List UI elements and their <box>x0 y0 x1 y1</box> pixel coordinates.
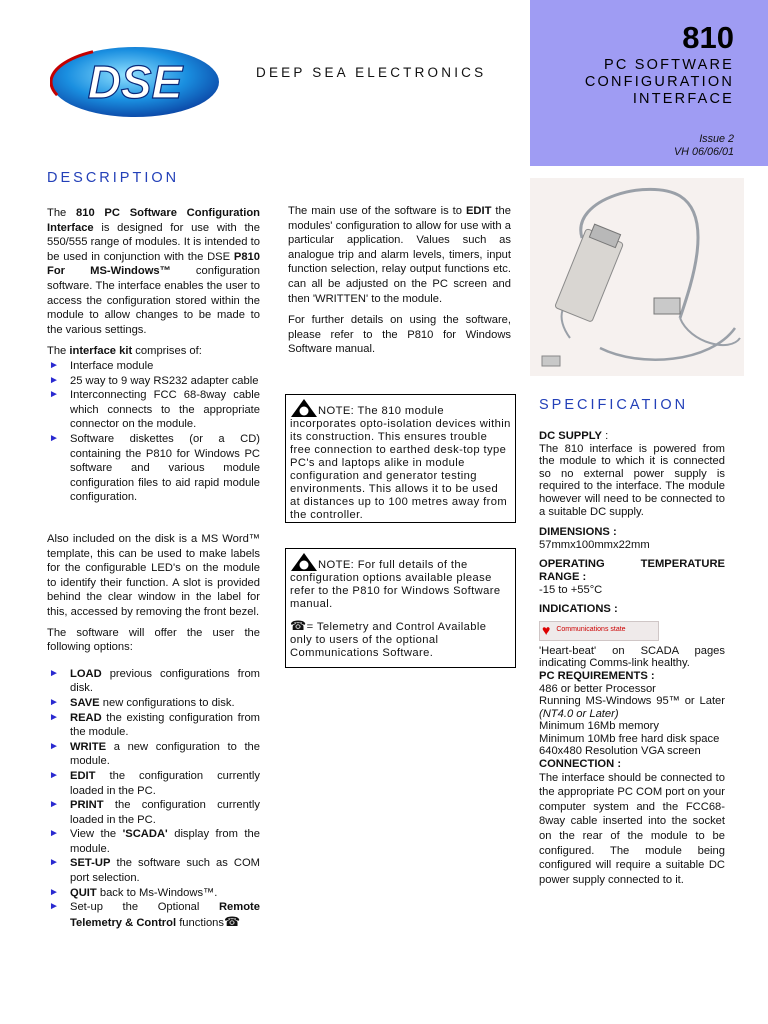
issue-info <box>594 133 734 159</box>
pc-requirement: Running MS-Windows 95™ or Later (NT4.0 or Later) <box>539 695 725 720</box>
logo-text: DSE <box>87 56 183 108</box>
list-item: ► 25 way to 9 way RS232 adapter cable <box>49 374 259 387</box>
kit-list <box>47 359 260 505</box>
interface-cable-image <box>530 178 744 376</box>
bullet-arrow-icon: ► <box>49 799 59 811</box>
comms-state-widget: ♥ Communications state <box>539 621 725 641</box>
indications-text: 'Heart-beat' on SCADA pages indicating Comms-link healthy. <box>539 644 725 670</box>
kit-intro: The interface kit comprises of: <box>47 345 202 358</box>
pc-requirement: 486 or better Processor <box>539 682 656 695</box>
list-item: ► Set-up the Optional Remote Telemetry & Control functions☎ <box>49 901 260 929</box>
bullet-arrow-icon: ► <box>49 667 59 679</box>
pc-requirement: Minimum 16Mb memory <box>539 720 659 733</box>
heart-icon: ♥ <box>542 622 551 639</box>
pc-requirements-label: PC REQUIREMENTS : <box>539 669 655 682</box>
warning-icon <box>290 552 318 572</box>
main-use-paragraph: The main use of the software is to EDIT the modules' configuration to allow for use with a particular application. Values such as analogue trip and alarm levels, timers, input function selection, relay output functions etc. can all be adjusted on the PC screen and then 'WRITTEN' to the module. <box>288 205 511 305</box>
further-details-paragraph: For further details on using the software, please refer to the P810 for Windows Software manual. <box>288 314 511 356</box>
product-title-line: CONFIGURATION <box>584 74 734 90</box>
list-item: ► View the 'SCADA' display from the module. <box>49 828 260 855</box>
dimensions-label: DIMENSIONS : <box>539 526 617 539</box>
options-column <box>47 532 260 930</box>
list-item: ► PRINT the configuration currently loaded in the PC. <box>49 799 260 826</box>
product-photo <box>530 178 744 376</box>
product-number: 810 <box>682 20 734 55</box>
list-item: ► QUIT back to Ms-Windows™. <box>49 886 218 899</box>
dse-logo <box>50 46 220 118</box>
list-item: ► Interface module <box>49 359 154 372</box>
version-date: VH 06/06/01 <box>673 146 734 158</box>
pc-requirement: Minimum 10Mb free hard disk space <box>539 732 720 745</box>
bullet-arrow-icon: ► <box>49 711 59 723</box>
product-title-line: INTERFACE <box>632 91 734 107</box>
dimensions-value: 57mmx100mmx22mm <box>539 538 650 551</box>
bullet-arrow-icon: ► <box>49 769 59 781</box>
usage-column <box>288 204 511 364</box>
list-item: ► SET-UP the software such as COM port selection. <box>49 857 260 885</box>
options-list <box>47 667 260 931</box>
dc-supply-label: DC SUPPLY : <box>539 430 609 442</box>
list-item: ► WRITE a new configuration to the module. <box>49 740 260 768</box>
note-details: NOTE: For full details of the configuration options available please refer to the P810 for Windows Software manual. ☎= Telemetry and Control Available only to users of the optional Communications Software. <box>285 548 516 668</box>
bullet-arrow-icon: ► <box>49 857 59 869</box>
list-item: ► SAVE new configurations to disk. <box>49 696 235 709</box>
company-name: DEEP SEA ELECTRONICS <box>256 65 487 80</box>
list-item: ► LOAD previous configurations from disk. <box>49 667 260 695</box>
intro-paragraph: The 810 PC Software Configuration Interface is designed for use with the 550/555 range of modules. It is intended to be used in conjunction with the DSE P810 For MS-Windows™ configuration software. The interface enables the user to access the configuration stored within the module to allow changes to be made to the various settings. <box>47 207 260 336</box>
specification-heading: SPECIFICATION <box>539 397 689 413</box>
product-title <box>514 57 734 108</box>
indications-label: INDICATIONS : <box>539 603 618 616</box>
list-item: ► EDIT the configuration currently loaded in the PC. <box>49 769 260 797</box>
bullet-arrow-icon: ► <box>49 886 59 898</box>
bullet-arrow-icon: ► <box>49 696 59 708</box>
bullet-arrow-icon: ► <box>49 901 59 913</box>
bullet-arrow-icon: ► <box>49 740 59 752</box>
specification-column <box>539 430 725 894</box>
bullet-arrow-icon: ► <box>49 432 59 444</box>
pc-requirement: 640x480 Resolution VGA screen <box>539 745 701 758</box>
list-item: ► READ the existing configuration from the module. <box>49 711 260 739</box>
issue-number: Issue 2 <box>699 133 734 145</box>
list-item: ► Software diskettes (or a CD) containing the P810 for Windows PC software and various module configuration files to aid rapid module configuration. <box>49 432 260 504</box>
options-intro: The software will offer the user the following options: <box>47 626 260 654</box>
dc-supply-text: The 810 interface is powered from the module to which it is connected so no external power supply is required to the interface. The module however will need to be connected to a suitable DC supply. <box>539 442 725 518</box>
bullet-arrow-icon: ► <box>49 389 59 401</box>
product-title-line: PC SOFTWARE <box>604 57 734 73</box>
temperature-value: -15 to +55°C <box>539 583 603 596</box>
connection-text: The interface should be connected to the appropriate PC COM port on your computer system and the FCC68-8way cable inserted into the socket on the rear of the module to be configured. The module being configured will require a suitable DC power supply connected to it. <box>539 771 725 886</box>
bullet-arrow-icon: ► <box>49 359 59 371</box>
warning-icon <box>290 398 318 418</box>
telephone-icon: ☎ <box>223 913 241 929</box>
connection-label: CONNECTION : <box>539 758 622 771</box>
list-item: ► Interconnecting FCC 68-8way cable which connects to the appropriate connector on the module. <box>49 389 260 431</box>
description-heading: DESCRIPTION <box>47 170 180 186</box>
description-column <box>47 206 260 505</box>
bullet-arrow-icon: ► <box>49 374 59 386</box>
telemetry-note: ☎= Telemetry and Control Available only to users of the optional Communications Software. <box>290 618 487 659</box>
temperature-label: OPERATING TEMPERATURE RANGE : <box>539 558 725 583</box>
bullet-arrow-icon: ► <box>49 828 59 840</box>
telephone-icon: ☎ <box>290 618 307 633</box>
note-isolation: NOTE: The 810 module incorporates opto-isolation devices within its construction. This ensures trouble free connection to earthed desk-top type PC's and laptops alike in module configuration and generator testing environments. This allows it to be used at distances up to 100 metres away from the controller. <box>285 394 516 523</box>
word-template-paragraph: Also included on the disk is a MS Word™ template, this can be used to make labels for the configurable LED's on the module to identify their function. A slot is provided behind the clear window in the label for this, accessed by removing the front bezel. <box>47 533 260 618</box>
